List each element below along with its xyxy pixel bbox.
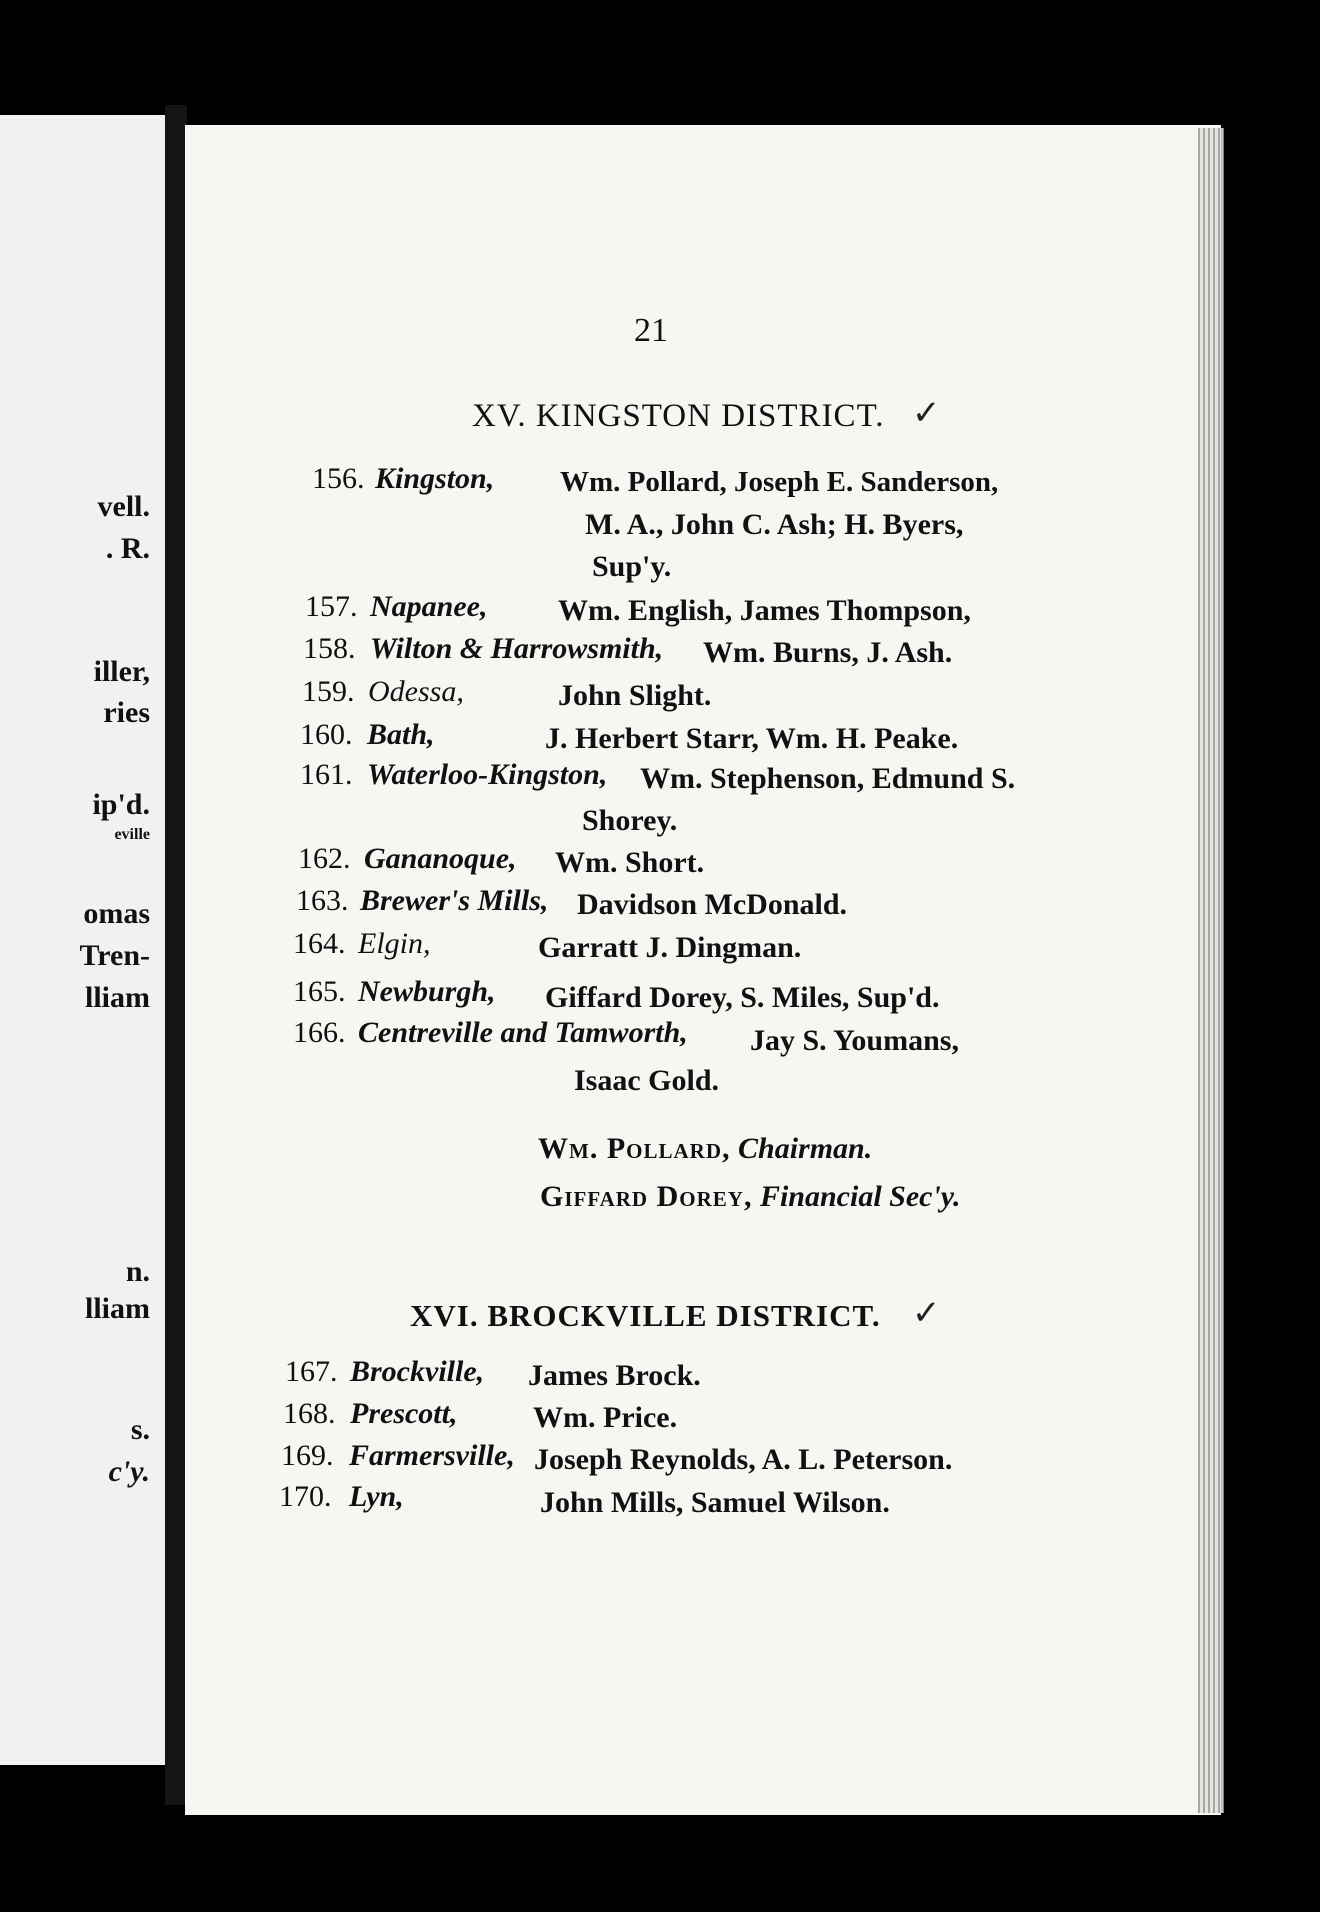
right-page (185, 125, 1221, 1815)
check-mark-icon: ✓ (912, 1293, 941, 1333)
entry-number: 164. (293, 927, 346, 960)
signature-role: Chairman. (738, 1132, 873, 1165)
entry-names-cont: Isaac Gold. (574, 1064, 720, 1097)
entry-place: Kingston, (375, 462, 495, 495)
entry-place: Prescott, (350, 1397, 458, 1430)
left-fragment: c'y. (108, 1455, 150, 1488)
entry-number: 159. (302, 675, 355, 708)
signature-name: Wm. Pollard, (538, 1132, 731, 1165)
entry-place: Napanee, (370, 590, 488, 623)
left-fragment: lliam (85, 981, 150, 1014)
entry-names: Davidson McDonald. (577, 888, 848, 921)
left-fragment: iller, (93, 655, 150, 688)
entry-place: Brockville, (350, 1355, 485, 1388)
entry-names-cont: Shorey. (582, 804, 678, 837)
section-heading: XVI. BROCKVILLE DISTRICT. (410, 1298, 881, 1333)
left-fragment: omas (83, 897, 150, 930)
entry-place: Newburgh, (358, 975, 496, 1008)
entry-number: 168. (283, 1397, 336, 1430)
left-fragment: eville (114, 826, 150, 843)
signature-financial-secretary (540, 1180, 961, 1214)
entry-names-cont: M. A., John C. Ash; H. Byers, (585, 508, 964, 541)
entry-names: Wm. Short. (555, 846, 705, 879)
entry-place: Centreville and Tamworth, (358, 1016, 688, 1049)
left-fragment: Tren- (79, 939, 150, 972)
entry-number: 170. (279, 1480, 332, 1513)
entry-place: Lyn, (349, 1480, 404, 1513)
entry-names: J. Herbert Starr, Wm. H. Peake. (545, 722, 959, 755)
entry-place: Gananoque, (364, 842, 517, 875)
left-fragment: vell. (97, 490, 150, 523)
entry-names: Wm. Price. (533, 1401, 678, 1434)
entry-number: 156. (312, 462, 365, 495)
entry-names: Wm. Burns, J. Ash. (703, 636, 953, 669)
entry-names: John Slight. (558, 679, 712, 712)
entry-names: John Mills, Samuel Wilson. (540, 1486, 890, 1519)
entry-number: 158. (303, 632, 356, 665)
page-number: 21 (634, 312, 668, 349)
signature-role: Financial Sec'y. (759, 1180, 961, 1213)
entry-names: Wm. Pollard, Joseph E. Sanderson, (560, 466, 999, 498)
entry-names: James Brock. (528, 1359, 701, 1392)
signature-name: Giffard Dorey, (540, 1180, 753, 1213)
left-fragment: lliam (85, 1292, 150, 1325)
entry-names: Joseph Reynolds, A. L. Peterson. (534, 1443, 953, 1476)
entry-place: Bath, (367, 718, 435, 751)
section-heading: XV. KINGSTON DISTRICT. (472, 398, 885, 434)
entry-names: Wm. Stephenson, Edmund S. (640, 762, 1016, 795)
left-fragment: ries (103, 696, 150, 729)
left-fragment: . R. (105, 532, 150, 565)
entry-place: Elgin, (358, 927, 431, 960)
left-fragment: s. (130, 1413, 150, 1446)
entry-place: Wilton & Harrowsmith, (370, 632, 664, 665)
entry-number: 167. (285, 1355, 338, 1388)
entry-names-cont: Sup'y. (592, 550, 672, 583)
entry-place: Waterloo-Kingston, (367, 758, 608, 791)
entry-names: Garratt J. Dingman. (538, 931, 802, 964)
left-fragment: n. (125, 1255, 150, 1288)
entry-place: Brewer's Mills, (360, 884, 549, 917)
entry-names: Giffard Dorey, S. Miles, Sup'd. (545, 981, 940, 1014)
entry-number: 162. (298, 842, 351, 875)
book-gutter (165, 105, 187, 1805)
signature-chairman (538, 1132, 872, 1166)
entry-number: 161. (300, 758, 353, 791)
entry-number: 165. (293, 975, 346, 1008)
page-edge (1198, 128, 1224, 1813)
check-mark-icon: ✓ (912, 393, 941, 433)
entry-number: 157. (305, 590, 358, 623)
entry-names: Wm. English, James Thompson, (558, 594, 971, 627)
entry-names: Jay S. Youmans, (750, 1024, 959, 1057)
entry-number: 163. (296, 884, 349, 917)
entry-number: 166. (293, 1016, 346, 1049)
entry-place: Farmersville, (349, 1439, 515, 1472)
entry-number: 169. (281, 1439, 334, 1472)
entry-place: Odessa, (368, 675, 464, 708)
entry-number: 160. (300, 718, 353, 751)
left-fragment: ip'd. (92, 788, 150, 821)
